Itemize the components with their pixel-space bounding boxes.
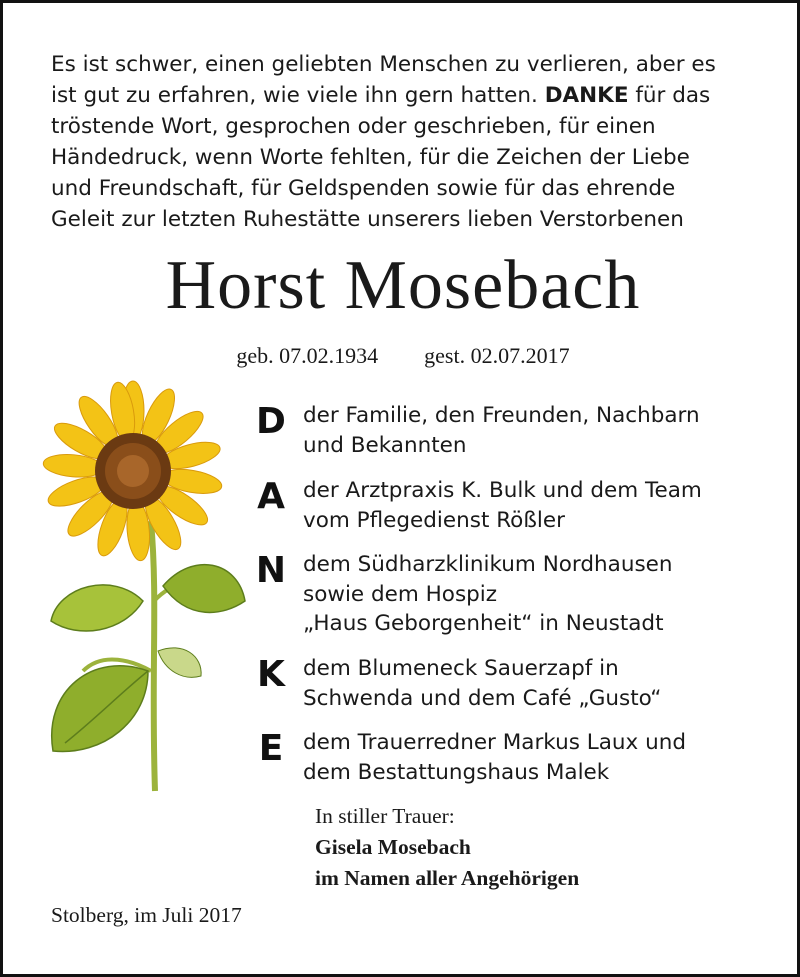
birth-date: geb. 07.02.1934	[236, 343, 379, 368]
deceased-name: Horst Mosebach	[165, 247, 641, 324]
thanks-line: dem Trauerredner Markus Laux und	[303, 730, 686, 755]
leaf-small	[158, 648, 201, 677]
thanks-line: dem Bestattungshaus Malek	[303, 759, 610, 785]
thanks-line: der Arztpraxis K. Bulk und dem Team	[303, 478, 702, 503]
thanks-line: vom Pflegedienst Rößler	[303, 507, 565, 533]
letter-a: A	[257, 476, 285, 517]
intro-line-3: tröstende Wort, gesprochen oder geschrieben, für einen	[51, 114, 656, 139]
thanks-text-n	[303, 550, 673, 639]
leaf-right	[163, 565, 245, 613]
intro-text	[51, 49, 761, 235]
life-dates	[3, 343, 800, 369]
thanks-line: und Bekannten	[303, 432, 467, 458]
leaf-left-upper	[51, 585, 143, 631]
stem	[151, 521, 155, 791]
letter-e: E	[258, 728, 284, 769]
intro-line-6: Geleit zur letzten Ruhestätte unserers lieben Verstorbenen	[51, 207, 684, 232]
intro-line-1: Es ist schwer, einen geliebten Menschen zu verlieren, aber es	[51, 52, 716, 77]
thanks-line: Schwenda und dem Café „Gusto“	[303, 685, 662, 711]
letter-n: N	[255, 550, 287, 591]
letter-k: K	[257, 654, 285, 695]
signature-intro: In stiller Trauer:	[315, 804, 455, 828]
thanks-text-d	[303, 401, 700, 460]
signature-family: im Namen aller Angehörigen	[315, 866, 580, 890]
thanks-line: dem Südharzklinikum Nordhausen	[303, 552, 673, 577]
intro-line-5: und Freundschaft, für Geldspenden sowie für das ehrende	[51, 176, 676, 201]
intro-line-2-end: für das	[635, 83, 711, 108]
intro-line-2	[51, 80, 761, 111]
thanks-line: der Familie, den Freunden, Nachbarn	[303, 403, 700, 428]
thanks-line: sowie dem Hospiz	[303, 581, 498, 607]
thanks-line: „Haus Geborgenheit“ in Neustadt	[303, 611, 664, 636]
thanks-text-e	[303, 728, 686, 787]
letter-d: D	[256, 401, 286, 442]
leaf-lower	[52, 666, 148, 752]
place-date: Stolberg, im Juli 2017	[51, 903, 242, 927]
signature-name: Gisela Mosebach	[315, 835, 471, 859]
thanks-line: dem Blumeneck Sauerzapf in	[303, 656, 619, 681]
thanks-text-a	[303, 476, 702, 535]
intro-danke: DANKE	[544, 83, 629, 108]
death-date: gest. 02.07.2017	[424, 343, 570, 368]
signature-block	[315, 801, 579, 894]
thanks-text-k	[303, 654, 661, 713]
sunflower-illustration	[33, 371, 248, 801]
intro-line-2-text: ist gut zu erfahren, wie viele ihn gern hatten.	[51, 83, 538, 108]
intro-line-4: Händedruck, wenn Worte fehlten, für die Zeichen der Liebe	[51, 145, 690, 170]
